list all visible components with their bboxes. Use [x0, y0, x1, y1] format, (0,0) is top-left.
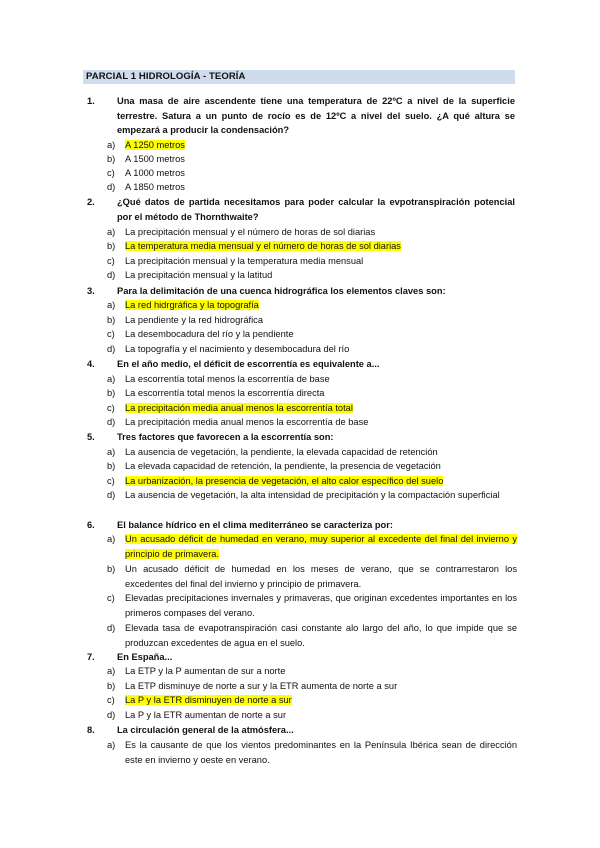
option-4b — [107, 386, 517, 401]
option-letter: d) — [107, 490, 116, 500]
option-letter: c) — [107, 593, 115, 603]
option-3a — [107, 298, 517, 313]
option-text: La precipitación media anual menos la escorrentía de base — [125, 417, 369, 427]
question-3 — [83, 284, 515, 299]
option-7b — [107, 679, 517, 694]
option-1d — [107, 180, 517, 195]
question-number: 8. — [87, 725, 95, 735]
question-text: ¿Qué datos de partida necesitamos para poder calcular la evpotranspiración potencial por el método de Thornthwaite? — [117, 197, 515, 222]
option-6a — [107, 532, 517, 561]
option-letter: a) — [107, 666, 116, 676]
option-text: La escorrentía total menos la escorrentía directa — [125, 388, 325, 398]
question-7 — [83, 650, 515, 665]
question-6 — [83, 518, 515, 533]
option-2b — [107, 239, 517, 254]
option-letter: c) — [107, 329, 115, 339]
question-text: Tres factores que favorecen a la escorrentía son: — [117, 432, 334, 442]
option-6b — [107, 562, 517, 591]
option-text: La precipitación mensual y la temperatura media mensual — [125, 256, 364, 266]
option-text: La precipitación mensual y el número de horas de sol diarias — [125, 227, 376, 237]
option-5a — [107, 445, 517, 460]
option-letter: b) — [107, 315, 116, 325]
option-3d — [107, 342, 517, 357]
page-title: PARCIAL 1 HIDROLOGÍA - TEORÍA — [86, 71, 246, 82]
option-letter: d) — [107, 182, 116, 192]
option-text: La temperatura media mensual y el número de horas de sol diarias — [125, 241, 401, 251]
question-text: La circulación general de la atmósfera... — [117, 725, 294, 735]
option-text: La P y la ETR disminuyen de norte a sur — [125, 695, 292, 705]
option-letter: b) — [107, 681, 116, 691]
question-number: 4. — [87, 359, 95, 369]
option-text: A 1000 metros — [125, 168, 185, 178]
option-text: La desembocadura del río y la pendiente — [125, 329, 294, 339]
option-letter: c) — [107, 403, 115, 413]
option-8a — [107, 738, 517, 767]
option-6d — [107, 621, 517, 650]
option-text: Un acusado déficit de humedad en los meses de verano, que se contrarrestaron los excedentes del final del invierno y principio de primavera. — [125, 564, 517, 589]
option-text: La ausencia de vegetación, la pendiente, la elevada capacidad de retención — [125, 447, 438, 457]
option-2d — [107, 268, 517, 283]
question-number: 7. — [87, 652, 95, 662]
option-letter: d) — [107, 344, 116, 354]
question-number: 6. — [87, 520, 95, 530]
question-8 — [83, 723, 515, 738]
option-text: La pendiente y la red hidrográfica — [125, 315, 263, 325]
question-number: 5. — [87, 432, 95, 442]
option-text: La precipitación mensual y la latitud — [125, 270, 273, 280]
option-text: A 1500 metros — [125, 154, 185, 164]
option-letter: a) — [107, 140, 116, 150]
option-letter: a) — [107, 447, 116, 457]
option-3b — [107, 313, 517, 328]
question-1 — [83, 94, 515, 138]
option-2a — [107, 225, 517, 240]
option-letter: b) — [107, 564, 116, 574]
title-bar — [83, 70, 515, 84]
option-text: La urbanización, la presencia de vegetación, el alto calor específico del suelo — [125, 476, 444, 486]
option-letter: c) — [107, 256, 115, 266]
option-1b — [107, 152, 517, 167]
option-text: Es la causante de que los vientos predominantes en la Península Ibérica sean de dirección este en invierno y oeste en verano. — [125, 740, 517, 765]
option-text: La ETP y la P aumentan de sur a norte — [125, 666, 286, 676]
option-text: La elevada capacidad de retención, la pendiente, la presencia de vegetación — [125, 461, 441, 471]
option-1a — [107, 138, 517, 153]
option-text: La ausencia de vegetación, la alta intensidad de precipitación y la compactación superficial — [125, 490, 500, 500]
option-text: Elevada tasa de evapotranspiración casi constante alo largo del año, lo que impide que se produzcan excedentes de agua en el suelo. — [125, 623, 517, 648]
option-4a — [107, 372, 517, 387]
option-2c — [107, 254, 517, 269]
option-7a — [107, 664, 517, 679]
option-7d — [107, 708, 517, 723]
question-5 — [83, 430, 515, 445]
option-text: A 1250 metros — [125, 140, 185, 150]
option-letter: a) — [107, 534, 116, 544]
option-text: La topografía y el nacimiento y desembocadura del río — [125, 344, 350, 354]
option-letter: a) — [107, 374, 116, 384]
option-letter: c) — [107, 168, 115, 178]
option-letter: b) — [107, 241, 116, 251]
question-4 — [83, 357, 515, 372]
question-text: En España... — [117, 652, 173, 662]
option-letter: a) — [107, 740, 116, 750]
option-1c — [107, 166, 517, 181]
option-letter: d) — [107, 623, 116, 633]
option-5d — [107, 488, 517, 503]
option-7c — [107, 693, 517, 708]
option-letter: d) — [107, 710, 116, 720]
option-letter: b) — [107, 461, 116, 471]
option-4c — [107, 401, 517, 416]
option-letter: a) — [107, 227, 116, 237]
question-number: 2. — [87, 197, 95, 207]
question-number: 3. — [87, 286, 95, 296]
question-2 — [83, 195, 515, 224]
option-text: Un acusado déficit de humedad en verano, muy superior al excedente del final del invierno y principio de primavera. — [125, 534, 517, 559]
option-5c — [107, 474, 517, 489]
option-5b — [107, 459, 517, 474]
question-text: El balance hídrico en el clima mediterráneo se caracteriza por: — [117, 520, 393, 530]
option-text: La ETP disminuye de norte a sur y la ETR aumenta de norte a sur — [125, 681, 398, 691]
option-text: A 1850 metros — [125, 182, 185, 192]
question-text: Una masa de aire ascendente tiene una temperatura de 22ºC a nivel de la superficie terrestre. Satura a un punto de rocío es de 12ºC a nivel del suelo. ¿A qué altura se empezará a producir la condensación? — [117, 96, 515, 136]
option-text: La P y la ETR aumentan de norte a sur — [125, 710, 287, 720]
option-text: La escorrentía total menos la escorrentía de base — [125, 374, 330, 384]
option-letter: a) — [107, 300, 116, 310]
option-text: Elevadas precipitaciones invernales y primaveras, que originan excedentes importantes en los primeros compases del verano. — [125, 593, 517, 618]
option-text: La precipitación media anual menos la escorrentía total — [125, 403, 353, 413]
question-number: 1. — [87, 96, 95, 106]
option-6c — [107, 591, 517, 620]
option-letter: c) — [107, 476, 115, 486]
option-3c — [107, 327, 517, 342]
option-letter: b) — [107, 388, 116, 398]
question-text: Para la delimitación de una cuenca hidrográfica los elementos claves son: — [117, 286, 446, 296]
option-4d — [107, 415, 517, 430]
option-letter: c) — [107, 695, 115, 705]
option-letter: d) — [107, 270, 116, 280]
option-text: La red hidrgráfica y la topografía — [125, 300, 259, 310]
question-text: En el año medio, el déficit de escorrentía es equivalente a... — [117, 359, 380, 369]
option-letter: b) — [107, 154, 116, 164]
option-letter: d) — [107, 417, 116, 427]
